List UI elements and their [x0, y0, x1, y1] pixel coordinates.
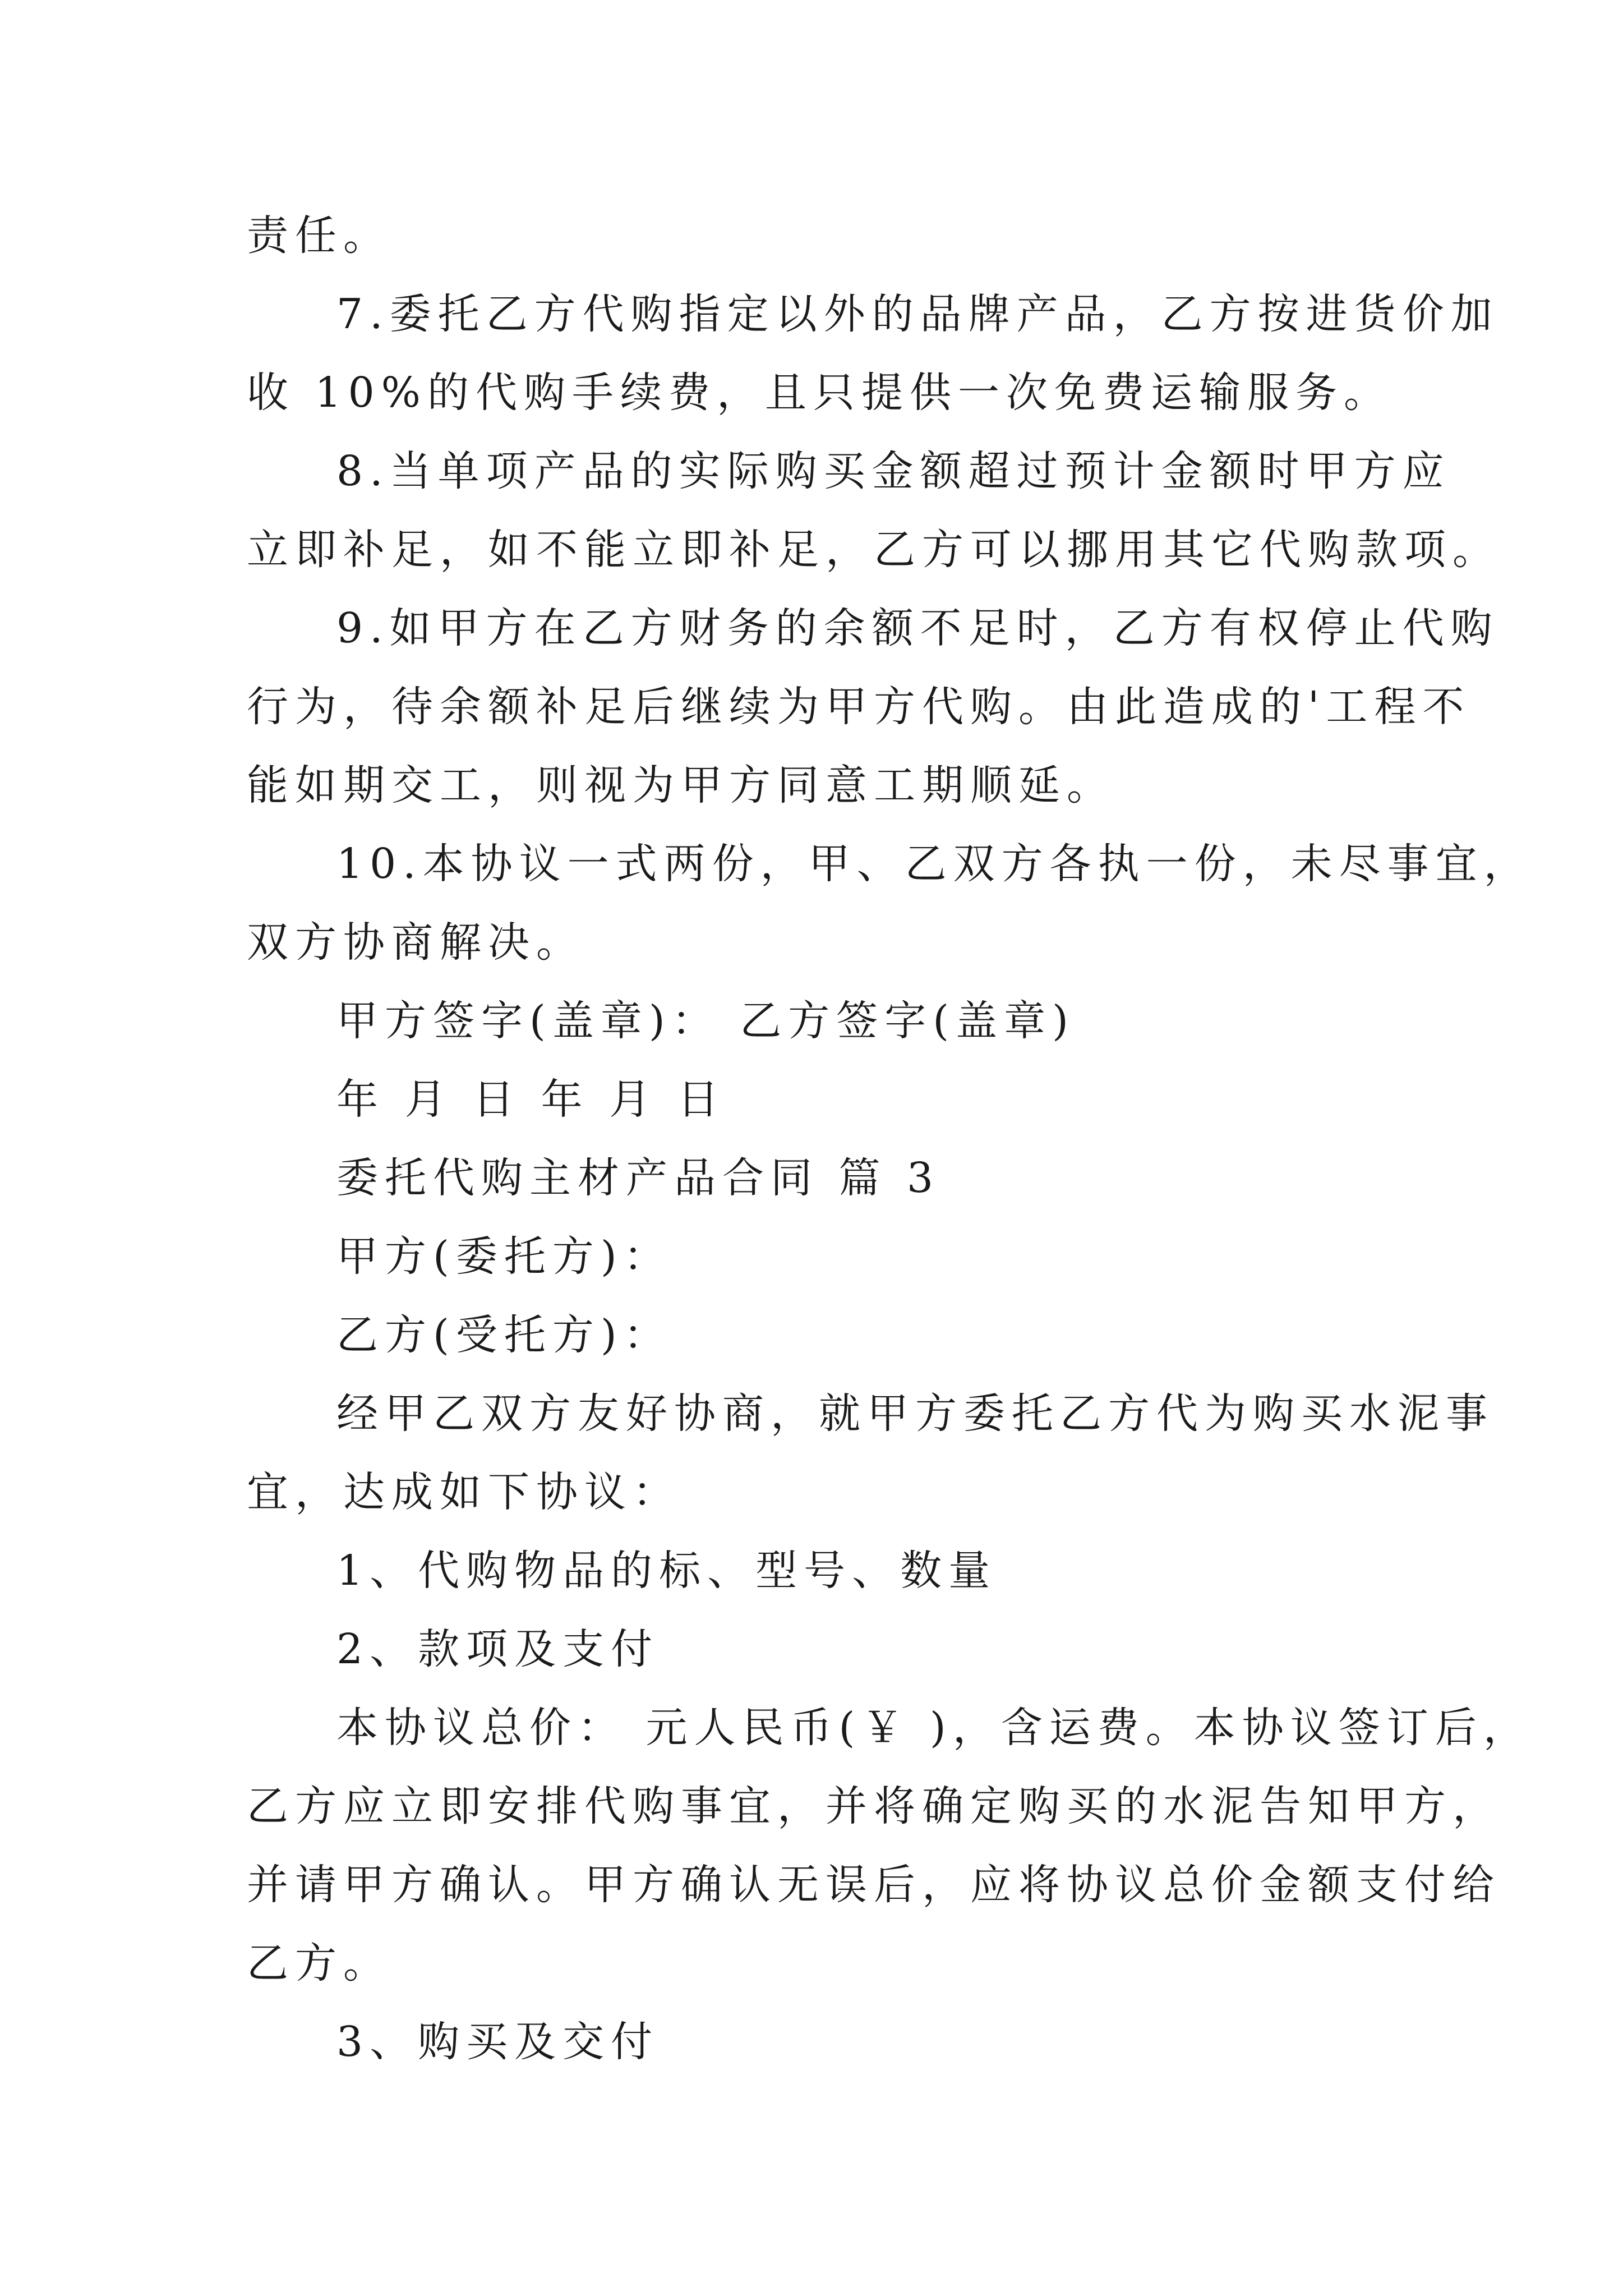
- clause-8-line-2: 立即补足，如不能立即补足，乙方可以挪用其它代购款项。: [247, 526, 1501, 574]
- clause-10-line-1: 10.本协议一式两份，甲、乙双方各执一份，未尽事宜，: [336, 840, 1532, 888]
- clause-10-line-2: 双方协商解决。: [247, 918, 584, 967]
- item-2-heading: 2、款项及支付: [336, 1625, 660, 1673]
- preamble-line-2: 宜，达成如下协议：: [247, 1468, 681, 1516]
- payment-line-2: 乙方应立即安排代购事宜，并将确定购买的水泥告知甲方，: [247, 1782, 1501, 1830]
- preamble-line-1: 经甲乙双方友好协商，就甲方委托乙方代为购买水泥事: [336, 1389, 1494, 1438]
- text-line: 责任。: [247, 211, 391, 260]
- item-1-heading: 1、代购物品的标、型号、数量: [336, 1547, 997, 1595]
- signature-line: 甲方签字(盖章)： 乙方签字(盖章): [336, 997, 1076, 1045]
- payment-line-3: 并请甲方确认。甲方确认无误后，应将协议总价金额支付给: [247, 1861, 1501, 1909]
- party-a-line: 甲方(委托方)：: [336, 1232, 672, 1281]
- clause-9-line-2: 行为，待余额补足后继续为甲方代购。由此造成的'工程不: [247, 683, 1471, 731]
- clause-9-line-3: 能如期交工，则视为甲方同意工期顺延。: [247, 761, 1115, 809]
- party-b-line: 乙方(受托方)：: [336, 1311, 672, 1359]
- section-title: 委托代购主材产品合同 篇 3: [336, 1154, 940, 1202]
- date-line: 年 月 日 年 月 日: [336, 1075, 726, 1124]
- clause-7-line-1: 7.委托乙方代购指定以外的品牌产品，乙方按进货价加: [336, 290, 1499, 338]
- item-3-heading: 3、购买及交付: [336, 2018, 660, 2066]
- clause-8-line-1: 8.当单项产品的实际购买金额超过预计金额时甲方应: [336, 447, 1451, 495]
- payment-line-4: 乙方。: [247, 1939, 391, 1987]
- clause-9-line-1: 9.如甲方在乙方财务的余额不足时，乙方有权停止代购: [336, 604, 1499, 652]
- clause-7-line-2: 收 10%的代购手续费，且只提供一次免费运输服务。: [247, 369, 1392, 417]
- payment-line-1: 本协议总价： 元人民币(￥ )，含运费。本协议签订后，: [336, 1704, 1532, 1752]
